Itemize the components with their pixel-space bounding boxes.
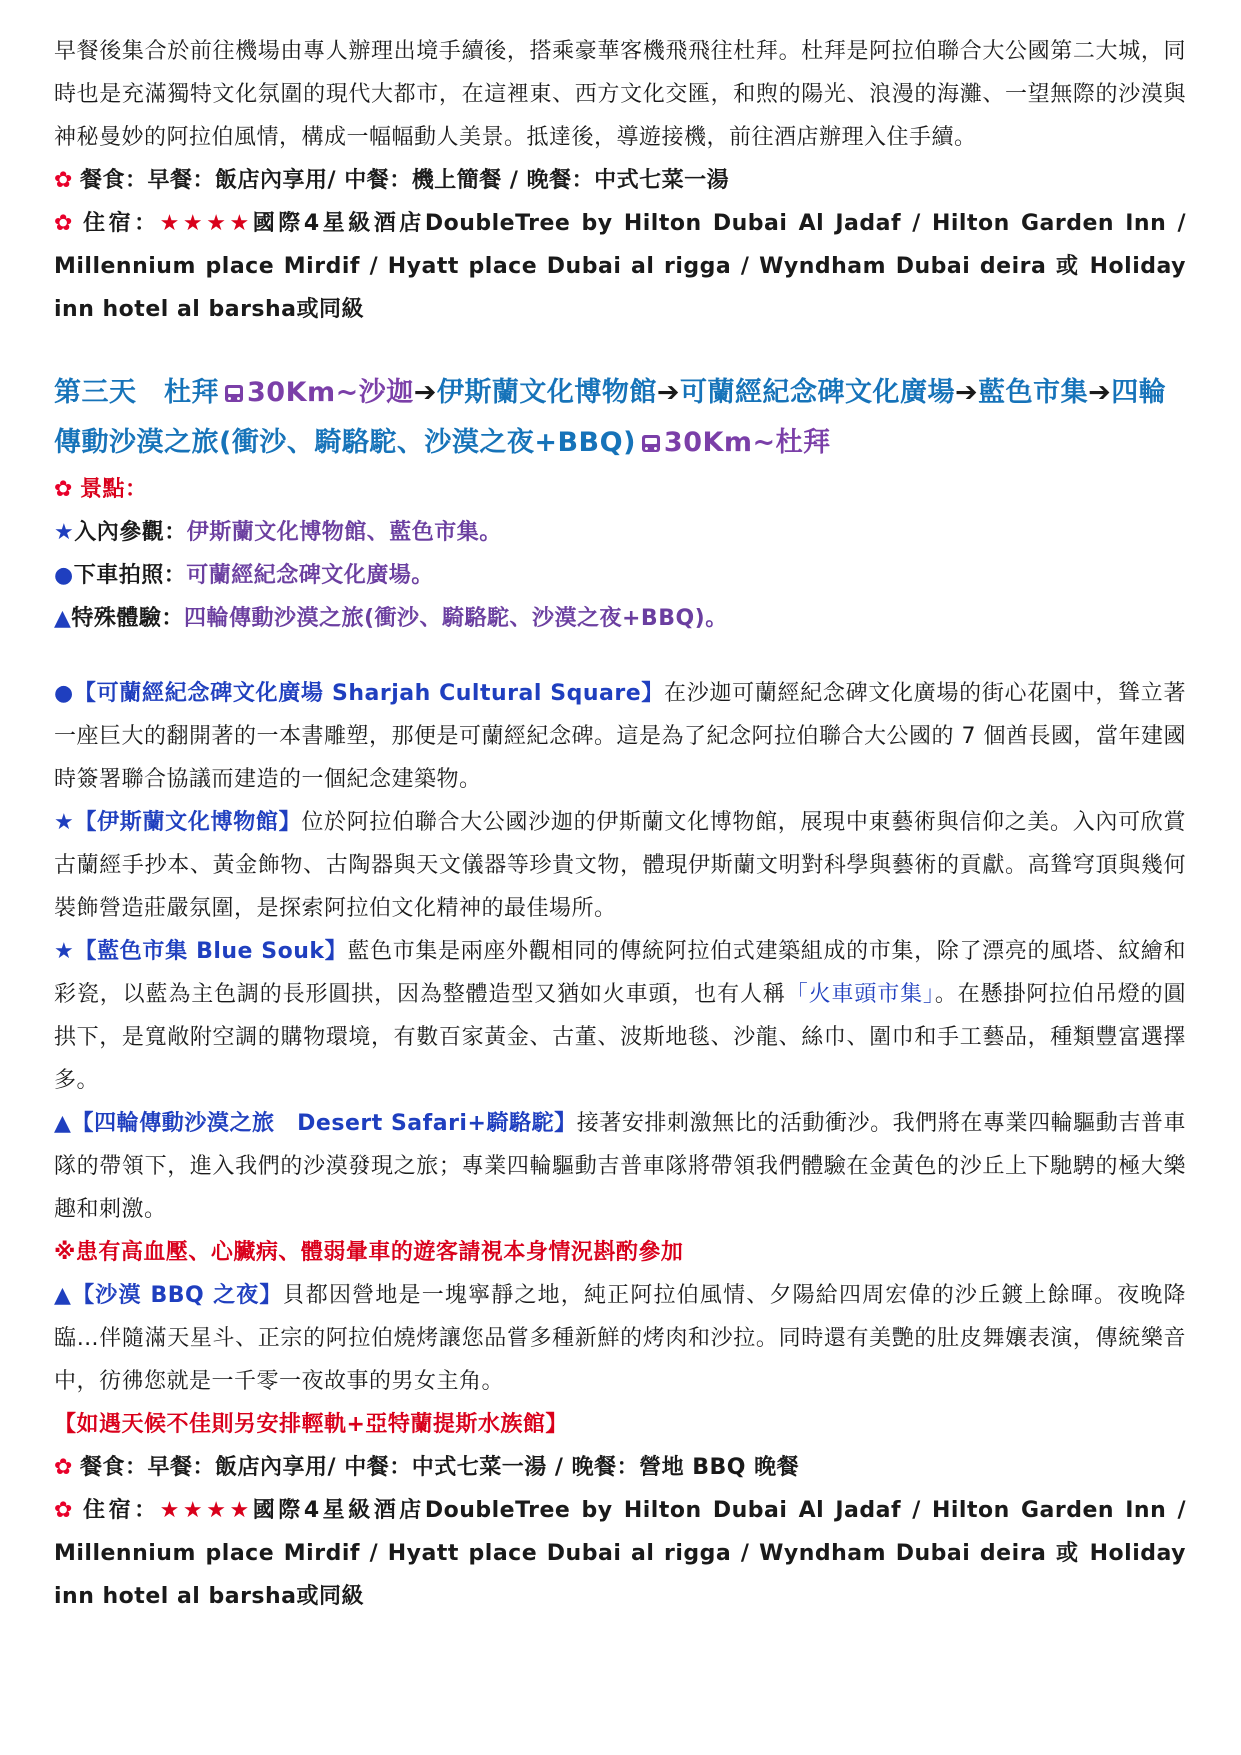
meal-label: 餐食： (80, 168, 148, 193)
stay-label: 住宿： (80, 1498, 160, 1523)
day3-accommodation (54, 1489, 1186, 1618)
route-stop-souk: 藍色市集 (978, 377, 1089, 408)
photo-text: 可蘭經紀念碑文化廣場。 (186, 563, 434, 588)
flower-icon: ✿ (54, 168, 73, 193)
intro-paragraph: 早餐後集合於前往機場由專人辦理出境手續後，搭乘豪華客機飛飛往杜拜。杜拜是阿拉伯聯合大公國第二大城，同時也是充滿獨特文化氛圍的現代大都市，在這裡東、西方文化交匯，和煦的陽光、浪漫的海灘、一望無際的沙漠與神秘曼妙的阿拉伯風情，構成一幅幅動人美景。抵達後，導遊接機，前往酒店辦理入住手續。 (54, 39, 1186, 150)
stay-text: 國際4星級酒店DoubleTree by Hilton Dubai Al Jadaf / Hilton Garden Inn / Millennium place Mirdif / Hyatt place Dubai al rigga / Wyndham Dubai deira 或 Holiday inn hotel al barsha或同級 (54, 1498, 1186, 1609)
distance-to-dubai: 30Km~杜拜 (663, 427, 831, 458)
souk-text-1: 藍色市集是兩座外觀相同的傳統阿拉伯式建築組成的市集，除了漂亮的風塔、紋繪和彩瓷，以藍為主色調的長形圓拱，因為整體造型又猶如火車頭，也有人稱 (54, 939, 1186, 1007)
safari-title: 【四輪傳動沙漠之旅 Desert Safari+騎駱駝】 (71, 1111, 577, 1136)
museum-paragraph (54, 801, 1186, 930)
day3-title-start: 第三天 杜拜 (54, 377, 219, 408)
stay-label: 住宿： (80, 211, 160, 236)
arrow-icon: ➔ (955, 377, 979, 408)
museum-text: 位於阿拉伯聯合大公國沙迦的伊斯蘭文化博物館，展現中東藝術與信仰之美。入內可欣賞古蘭經手抄本、黃金飾物、古陶器與天文儀器等珍貴文物，體現伊斯蘭文明對科學與藝術的貢獻。高聳穹頂與幾何裝飾營造莊嚴氛圍，是探索阿拉伯文化精神的最佳場所。 (54, 810, 1186, 921)
star-rating: ★★★★ (159, 1498, 253, 1523)
special-experience-line (54, 597, 1186, 640)
route-stop-safari: 四輪傳動沙漠之旅(衝沙、騎駱駝、沙漠之夜+BBQ) (54, 377, 1167, 458)
star-icon: ★ (54, 520, 75, 545)
day3-title (54, 368, 1186, 468)
bbq-title: 【沙漠 BBQ 之夜】 (72, 1283, 283, 1308)
flower-icon: ✿ (54, 211, 73, 236)
souk-nickname: 「火車頭市集」 (785, 982, 935, 1007)
weather-alternative: 【如遇天候不佳則另安排輕軌+亞特蘭提斯水族館】 (54, 1412, 568, 1437)
special-text: 四輪傳動沙漠之旅(衝沙、騎駱駝、沙漠之夜+BBQ)。 (183, 606, 728, 631)
day3-meals (54, 1446, 1186, 1489)
flower-icon: ✿ (54, 477, 73, 502)
bus-icon (642, 435, 660, 452)
flower-icon: ✿ (54, 1455, 73, 1480)
section-spacer (54, 640, 1186, 672)
square-paragraph (54, 672, 1186, 801)
photo-label: 下車拍照： (73, 563, 187, 588)
arrow-icon: ➔ (1088, 377, 1112, 408)
meal-text: 早餐：飯店內享用/ 中餐：機上簡餐 / 晚餐：中式七菜一湯 (147, 168, 730, 193)
souk-text-2: 。在懸掛阿拉伯吊燈的圓拱下，是寬敞附空調的購物環境，有數百家黃金、古董、波斯地毯、沙龍、絲巾、圍巾和手工藝品，種類豐富選擇多。 (54, 982, 1186, 1093)
enter-label: 入內參觀： (74, 520, 187, 545)
meal-text: 早餐：飯店內享用/ 中餐：中式七菜一湯 / 晚餐：營地 BBQ 晚餐 (147, 1455, 800, 1480)
souk-paragraph (54, 930, 1186, 1102)
itinerary-page (54, 30, 1186, 1618)
safari-text: 接著安排刺激無比的活動衝沙。我們將在專業四輪驅動吉普車隊的帶領下，進入我們的沙漠發現之旅；專業四輪驅動吉普車隊將帶領我們體驗在金黃色的沙丘上下馳騁的極大樂趣和刺激。 (54, 1111, 1186, 1222)
distance-to-sharjah: 30Km~沙迦 (247, 377, 414, 408)
star-icon: ★ (54, 939, 75, 964)
day2-accommodation (54, 202, 1186, 331)
souk-title: 【藍色市集 Blue Souk】 (74, 939, 348, 964)
day2-meals (54, 159, 1186, 202)
special-label: 特殊體驗： (71, 606, 184, 631)
photo-stop-line (54, 554, 1186, 597)
flower-icon: ✿ (54, 1498, 73, 1523)
arrow-icon: ➔ (656, 377, 681, 408)
bus-icon (225, 385, 243, 402)
square-text: 在沙迦可蘭經紀念碑文化廣場的街心花園中，聳立著一座巨大的翻開著的一本書雕塑，那便是可蘭經紀念碑。這是為了紀念阿拉伯聯合大公國的 7 個酋長國，當年建國時簽署聯合協議而建造的一個紀念建築物。 (54, 681, 1186, 792)
enter-text: 伊斯蘭文化博物館、藍色市集。 (186, 520, 502, 545)
museum-title: 【伊斯蘭文化博物館】 (74, 810, 302, 835)
dot-icon: ● (54, 563, 74, 588)
sights-label: 景點： (80, 477, 148, 502)
square-title: 【可蘭經紀念碑文化廣場 Sharjah Cultural Square】 (73, 681, 665, 706)
meal-label: 餐食： (80, 1455, 148, 1480)
triangle-icon: ▲ (54, 606, 72, 631)
section-spacer (54, 331, 1186, 368)
safari-paragraph (54, 1102, 1186, 1231)
star-rating: ★★★★ (159, 211, 253, 236)
bbq-paragraph (54, 1274, 1186, 1403)
dot-icon: ● (54, 681, 74, 706)
health-warning: ※患有高血壓、心臟病、體弱暈車的遊客請視本身情況斟酌參加 (54, 1240, 684, 1265)
enter-visit-line (54, 511, 1186, 554)
route-stop-museum: 伊斯蘭文化博物館 (436, 377, 657, 408)
arrow-icon: ➔ (413, 377, 437, 408)
star-icon: ★ (54, 810, 75, 835)
bbq-text: 貝都因營地是一塊寧靜之地，純正阿拉伯風情、夕陽給四周宏偉的沙丘鍍上餘暉。夜晚降臨…伴隨滿天星斗、正宗的阿拉伯燒烤讓您品嘗多種新鮮的烤肉和沙拉。同時還有美艷的肚皮舞孃表演，傳統樂音中，彷彿您就是一千零一夜故事的男女主角。 (54, 1283, 1187, 1394)
stay-text: 國際4星級酒店DoubleTree by Hilton Dubai Al Jadaf / Hilton Garden Inn / Millennium place Mirdif / Hyatt place Dubai al rigga / Wyndham Dubai deira 或 Holiday inn hotel al barsha或同級 (54, 211, 1186, 322)
triangle-icon: ▲ (54, 1283, 73, 1308)
sights-heading (54, 468, 1186, 511)
triangle-icon: ▲ (54, 1111, 72, 1136)
route-stop-square: 可蘭經紀念碑文化廣場 (680, 377, 956, 408)
